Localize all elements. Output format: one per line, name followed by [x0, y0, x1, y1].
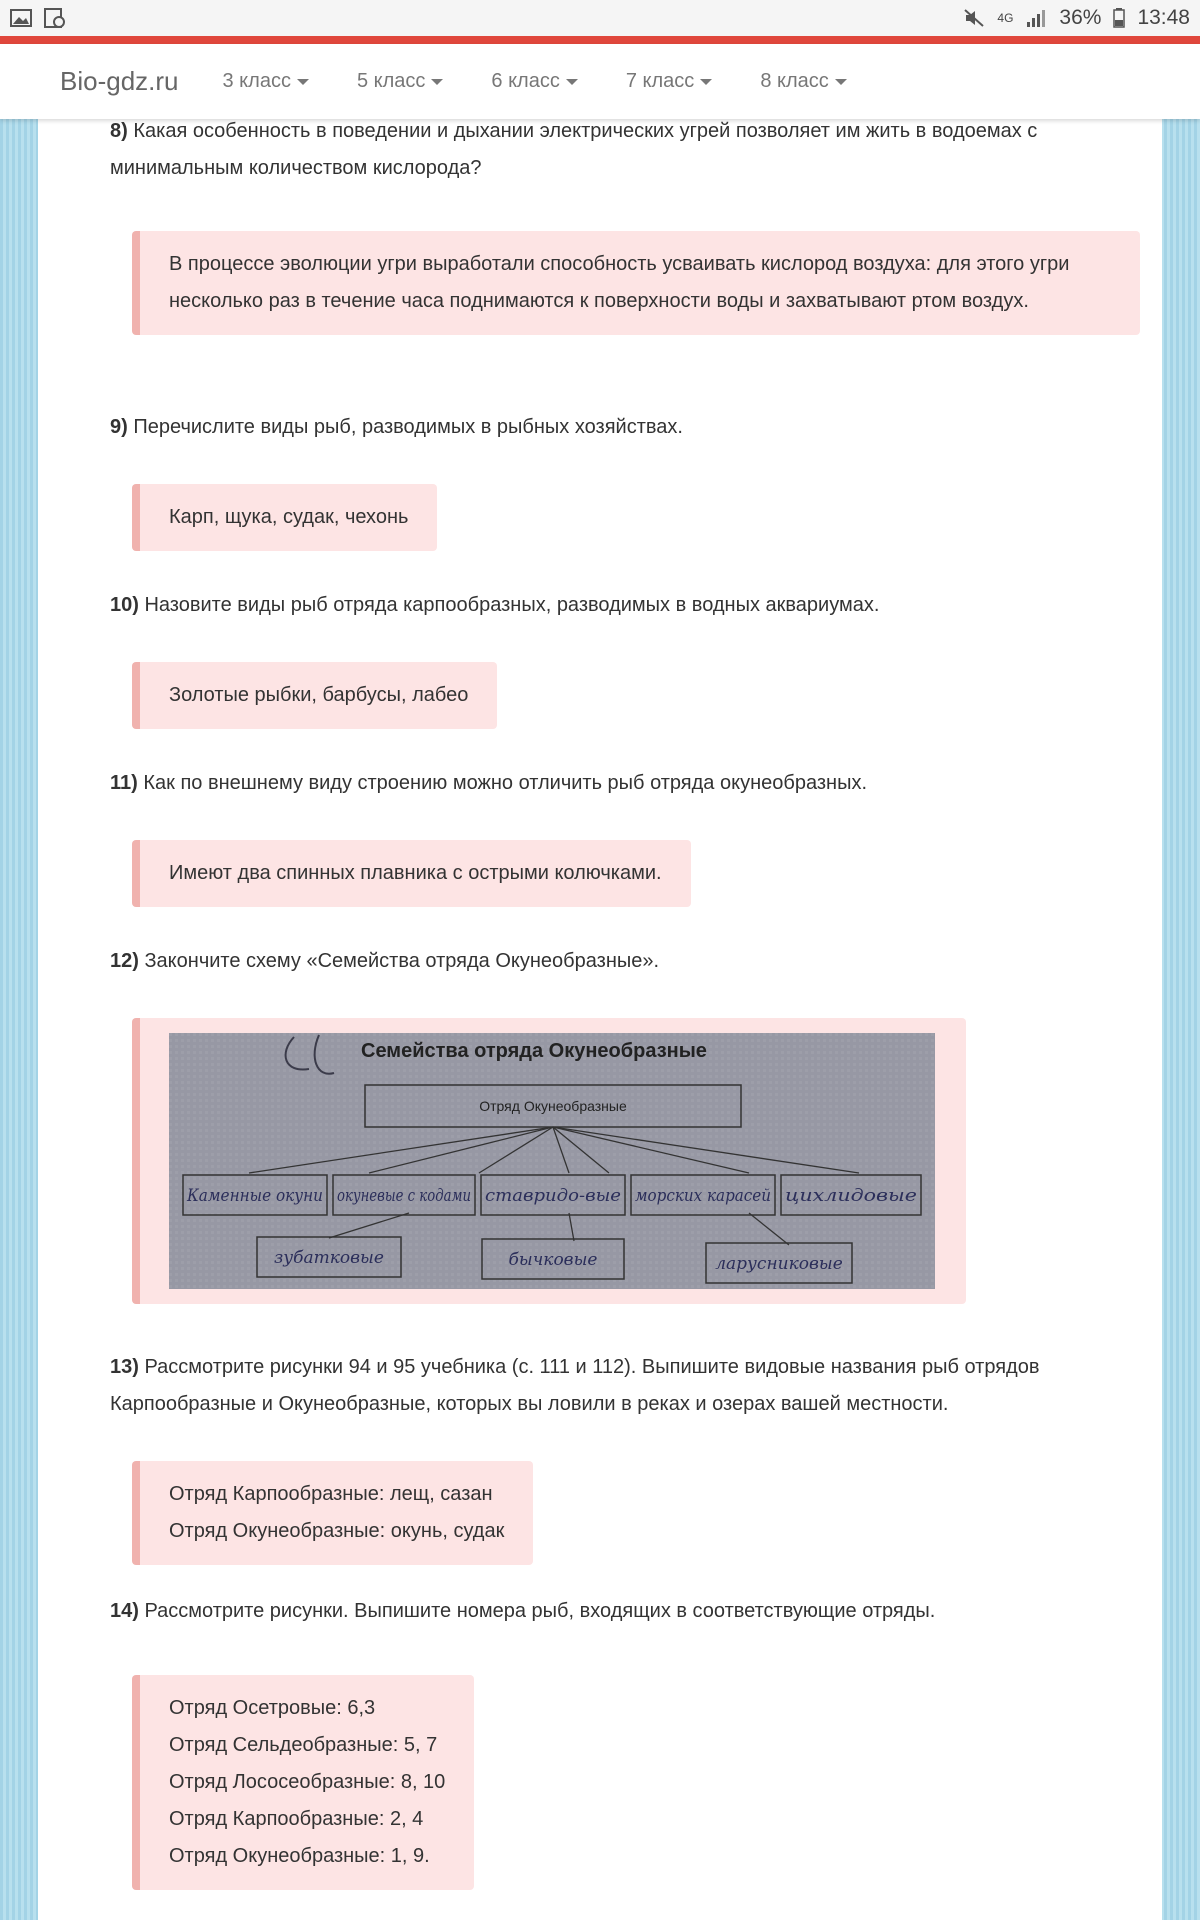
- answer-line: Отряд Окунеобразные: окунь, судак: [169, 1520, 505, 1542]
- question-14: [110, 1593, 1150, 1630]
- accent-bar: [0, 36, 1200, 44]
- question-9: [110, 409, 1150, 446]
- nav-item-label: 6 класс: [491, 70, 560, 92]
- answer-line: Отряд Осетровые: 6,3: [169, 1697, 376, 1719]
- caret-down-icon: [835, 79, 847, 85]
- question-text: Назовите виды рыб отряда карпообразных, разводимых в водных аквариумах.: [144, 594, 880, 616]
- screenshot-notification-icon: [44, 8, 66, 28]
- answer-line: Отряд Карпообразные: 2, 4: [169, 1808, 424, 1830]
- question-text: Закончите схему «Семейства отряда Окунеобразные».: [144, 950, 660, 972]
- scheme-title: Семейства отряда Окунеобразные: [361, 1040, 707, 1062]
- status-bar: [0, 0, 1200, 36]
- question-number: 10): [110, 594, 139, 616]
- question-number: 9): [110, 416, 128, 438]
- caret-down-icon: [566, 79, 578, 85]
- gallery-notification-icon: [10, 8, 32, 28]
- answer-13: [132, 1461, 533, 1565]
- answer-8: [132, 231, 1140, 335]
- nav-item-label: 8 класс: [760, 70, 829, 92]
- question-text: Какая особенность в поведении и дыхании электрических угрей позволяет им жить в водоемах с минимальным количеством кислорода?: [110, 120, 1038, 179]
- question-number: 13): [110, 1356, 139, 1378]
- scheme-family-label-4: морских карасей: [635, 1186, 771, 1206]
- clock: 13:48: [1137, 6, 1190, 29]
- answer-text: Золотые рыбки, барбусы, лабео: [169, 684, 469, 706]
- caret-down-icon: [297, 79, 309, 85]
- answer-9: [132, 484, 437, 551]
- question-13: [110, 1349, 1150, 1423]
- answer-11: [132, 840, 691, 907]
- site-logo-link[interactable]: Bio-gdz.ru: [60, 66, 179, 96]
- scheme-family-label-5: цихлидовые: [785, 1186, 917, 1206]
- scheme-root-label: Отряд Окунеобразные: [479, 1098, 627, 1114]
- nav-item-label: 5 класс: [356, 70, 426, 92]
- question-number: 11): [110, 772, 138, 794]
- question-number: 14): [110, 1600, 139, 1622]
- question-10: [110, 587, 1150, 624]
- scheme-subfamily-label-1: зубатковые: [274, 1248, 384, 1268]
- answer-line: Отряд Карпообразные: лещ, сазан: [169, 1483, 493, 1505]
- answer-12-scheme: [132, 1018, 966, 1304]
- answer-14: [132, 1675, 474, 1890]
- caret-down-icon: [431, 79, 443, 85]
- nav-grade-7-dropdown[interactable]: [626, 70, 712, 93]
- answer-line: Отряд Лососеобразные: 8, 10: [169, 1771, 446, 1793]
- scheme-family-label-3: ставридо-вые: [485, 1186, 621, 1206]
- answer-text: В процессе эволюции угри выработали способность усваивать кислород воздуха: для этого угри несколько раз в течение часа поднимаются к поверхности воды и захватывают ртом воздух.: [169, 253, 1070, 312]
- nav-item-label: 7 класс: [625, 70, 695, 92]
- question-text: Как по внешнему виду строению можно отличить рыб отряда окунеобразных.: [143, 772, 867, 794]
- answer-line: Отряд Сельдеобразные: 5, 7: [169, 1734, 438, 1756]
- answer-text: Имеют два спинных плавника с острыми колючками.: [169, 862, 662, 884]
- question-number: 8): [110, 120, 128, 142]
- question-text: Перечислите виды рыб, разводимых в рыбных хозяйствах.: [133, 416, 683, 438]
- question-text: Рассмотрите рисунки 94 и 95 учебника (с. 111 и 112). Выпишите видовые названия рыб отрядов Карпообразные и Окунеобразные, которых вы ловили в реках и озерах вашей местности.: [110, 1356, 1040, 1415]
- network-type: 4G: [997, 11, 1014, 25]
- battery-percent: 36%: [1059, 6, 1102, 29]
- question-number: 12): [110, 950, 139, 972]
- question-8: [110, 113, 1150, 187]
- nav-grade-5-dropdown[interactable]: [357, 70, 443, 93]
- nav-grade-8-dropdown[interactable]: [760, 70, 846, 93]
- answer-line: Отряд Окунеобразные: 1, 9.: [169, 1845, 430, 1867]
- scheme-subfamily-label-3: ларусниковые: [715, 1254, 843, 1274]
- question-text: Рассмотрите рисунки. Выпишите номера рыб, входящих в соответствующие отряды.: [144, 1600, 936, 1622]
- nav-grade-3-dropdown[interactable]: [223, 70, 309, 93]
- scheme-family-label-1: Каменные окуни: [186, 1186, 323, 1206]
- battery-icon: [1113, 8, 1125, 28]
- caret-down-icon: [700, 79, 712, 85]
- scheme-subfamily-label-2: бычковые: [508, 1250, 598, 1270]
- nav-item-label: 3 класс: [222, 70, 291, 92]
- question-11: [110, 765, 1150, 802]
- nav-grade-6-dropdown[interactable]: [491, 70, 577, 93]
- signal-icon: [1025, 8, 1047, 28]
- mute-icon: [963, 8, 985, 28]
- answer-text: Карп, щука, судак, чехонь: [169, 506, 409, 528]
- article-content: [38, 119, 1162, 1920]
- perciformes-family-scheme: [169, 1033, 935, 1289]
- question-12: [110, 943, 1150, 980]
- top-navbar: [0, 44, 1200, 119]
- scheme-family-label-2: окуневые с кодами: [337, 1186, 471, 1206]
- answer-10: [132, 662, 497, 729]
